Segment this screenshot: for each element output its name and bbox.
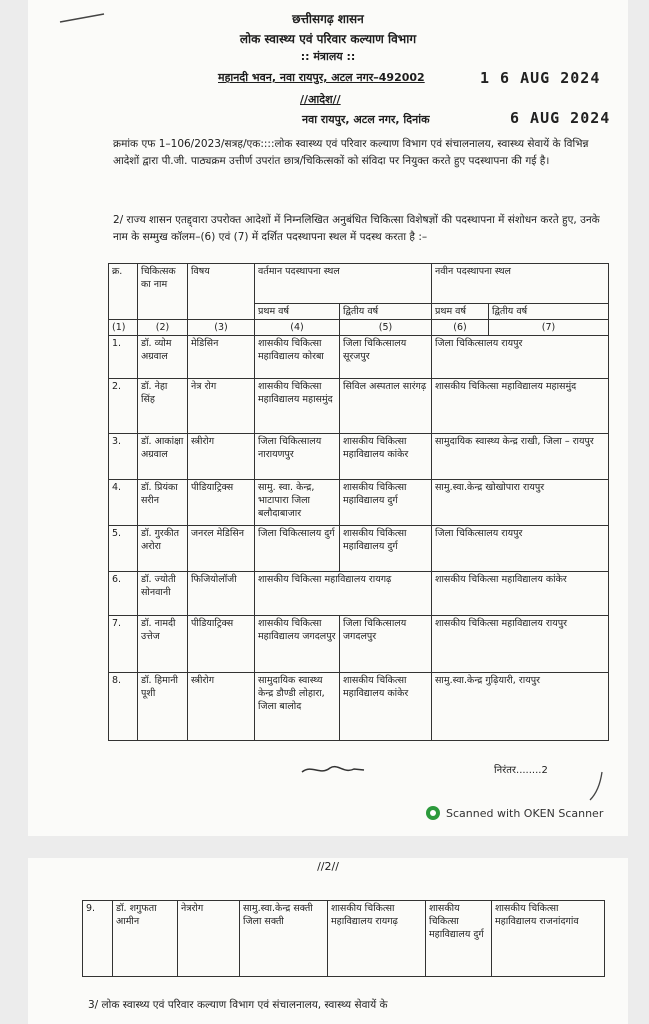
cell-sno: 6. <box>109 572 138 616</box>
header-current-posting: वर्तमान पदस्थापना स्थल <box>255 264 432 304</box>
header-year2b: द्वितीय वर्ष <box>489 304 609 320</box>
continued-note: निरंतर........2 <box>494 765 548 776</box>
tick-mark-icon <box>586 768 606 804</box>
order-paragraph-3: 3/ लोक स्वास्थ्य एवं परिवार कल्याण विभाग एवं संचालनालय, स्वास्थ्य सेवायें के <box>88 999 388 1011</box>
oken-logo-icon <box>426 806 440 820</box>
col-num: (3) <box>188 320 255 336</box>
scanner-text: Scanned with OKEN Scanner <box>446 806 604 820</box>
cell-sno: 5. <box>109 526 138 572</box>
cell-subject: जनरल मेडिसिन <box>188 526 255 572</box>
cell-sno: 2. <box>109 379 138 434</box>
signature-icon <box>298 760 368 780</box>
cell-year2: सिविल अस्पताल सारंगढ़ <box>340 379 432 434</box>
header-year1b: प्रथम वर्ष <box>432 304 489 320</box>
cell-name: डॉ. प्रियंका सरीन <box>138 480 188 526</box>
cell-name: डॉ. व्योम अग्रवाल <box>138 336 188 379</box>
address: महानदी भवन, नवा रायपुर, अटल नगर–492002 <box>218 71 425 84</box>
col-num: (5) <box>340 320 432 336</box>
column-number-row <box>109 320 609 336</box>
table-row <box>109 673 609 741</box>
dept-title: लोक स्वास्थ्य एवं परिवार कल्याण विभाग <box>239 32 417 46</box>
table-row <box>109 616 609 673</box>
document-page-2 <box>28 858 628 1024</box>
header-name: चिकित्सक का नाम <box>138 264 188 320</box>
date-stamp: 1 6 AUG 2024 <box>480 69 601 87</box>
table-row <box>109 336 609 379</box>
table-row <box>109 434 609 480</box>
cell-new-year1: शासकीय चिकित्सा महाविद्यालय दुर्ग <box>426 901 492 977</box>
cell-name: डॉ. नेहा सिंह <box>138 379 188 434</box>
header-sno: क्र. <box>109 264 138 320</box>
cell-year1: शासकीय चिकित्सा महाविद्यालय महासमुंद <box>255 379 340 434</box>
cell-new-posting: सामु.स्वा.केन्द्र खोखोपारा रायपुर <box>432 480 609 526</box>
table-row <box>83 901 605 977</box>
cell-sno: 9. <box>83 901 113 977</box>
cell-new-posting: शासकीय चिकित्सा महाविद्यालय महासमुंद <box>432 379 609 434</box>
cell-name: डॉ. ज्योती सोनवानी <box>138 572 188 616</box>
cell-year2: जिला चिकित्सालय जगदलपुर <box>340 616 432 673</box>
cell-name: डॉ. शगुफता आमीन <box>113 901 178 977</box>
header-year1: प्रथम वर्ष <box>255 304 340 320</box>
cell-subject: नेत्र रोग <box>188 379 255 434</box>
cell-new-posting: जिला चिकित्सालय रायपुर <box>432 526 609 572</box>
table-row <box>109 572 609 616</box>
cell-new-posting: शासकीय चिकित्सा महाविद्यालय रायपुर <box>432 616 609 673</box>
posting-table-continued <box>82 900 605 977</box>
cell-new-posting: शासकीय चिकित्सा महाविद्यालय कांकेर <box>432 572 609 616</box>
cell-year1: शासकीय चिकित्सा महाविद्यालय जगदलपुर <box>255 616 340 673</box>
cell-subject: फिजियोलॉजी <box>188 572 255 616</box>
cell-year1: जिला चिकित्सालय दुर्ग <box>255 526 340 572</box>
header-year2: द्वितीय वर्ष <box>340 304 432 320</box>
col-num: (7) <box>489 320 609 336</box>
cell-year2: जिला चिकित्सालय सूरजपुर <box>340 336 432 379</box>
cell-sno: 8. <box>109 673 138 741</box>
place-date: नवा रायपुर, अटल नगर, दिनांक <box>302 113 430 126</box>
cell-name: डॉ. गुरकीत अरोरा <box>138 526 188 572</box>
posting-table <box>108 263 609 741</box>
cell-year1: सामु. स्वा. केन्द्र, भाटापारा जिला बलौदाबाजार <box>255 480 340 526</box>
cell-new-posting: सामुदायिक स्वास्थ्य केन्द्र राखी, जिला – रायपुर <box>432 434 609 480</box>
cell-year2: शासकीय चिकित्सा महाविद्यालय कांकेर <box>340 434 432 480</box>
cell-new-year2: शासकीय चिकित्सा महाविद्यालय राजनांदगांव <box>492 901 605 977</box>
header-subject: विषय <box>188 264 255 320</box>
order-title: //आदेश// <box>300 93 341 106</box>
col-num: (1) <box>109 320 138 336</box>
scanner-watermark <box>426 806 603 820</box>
cell-new-posting: सामु.स्वा.केन्द्र गुढ़ियारी, रायपुर <box>432 673 609 741</box>
cell-year2: शासकीय चिकित्सा महाविद्यालय रायगढ़ <box>328 901 426 977</box>
table-row <box>109 379 609 434</box>
col-num: (4) <box>255 320 340 336</box>
cell-year2: शासकीय चिकित्सा महाविद्यालय कांकेर <box>340 673 432 741</box>
table-row <box>109 480 609 526</box>
cell-year1: जिला चिकित्सालय नारायणपुर <box>255 434 340 480</box>
cell-year1: सामुदायिक स्वास्थ्य केन्द्र डौण्डी लोहारा, जिला बालोद <box>255 673 340 741</box>
cell-year2: शासकीय चिकित्सा महाविद्यालय दुर्ग <box>340 526 432 572</box>
table-row <box>109 526 609 572</box>
govt-title: छत्तीसगढ़ शासन <box>292 12 364 26</box>
cell-new-posting: जिला चिकित्सालय रायपुर <box>432 336 609 379</box>
cell-name: डॉ. हिमानी पूशी <box>138 673 188 741</box>
document-page-1 <box>28 0 628 836</box>
cell-sno: 7. <box>109 616 138 673</box>
order-paragraph-1: क्रमांक एफ 1–106/2023/सत्रह/एक::::लोक स्वास्थ्य एवं परिवार कल्याण विभाग एवं संचालनालय, स्वास्थ्य सेवायें के विभिन्न आदेशों द्वारा पी.जी. पाठ्यक्रम उत्तीर्ण उपरांत छात्र/चिकित्सकों को संविदा पर नियुक्त करते हुए पदस्थापना की गई है। <box>113 138 589 167</box>
cell-sno: 4. <box>109 480 138 526</box>
cell-sno: 1. <box>109 336 138 379</box>
ministry-title: :: मंत्रालय :: <box>300 50 356 63</box>
cell-subject: पीडियाट्रिक्स <box>188 480 255 526</box>
page-number: //2// <box>317 860 339 873</box>
col-num: (6) <box>432 320 489 336</box>
cell-sno: 3. <box>109 434 138 480</box>
cell-name: डॉ. नामदी उत्तेज <box>138 616 188 673</box>
cell-subject: मेडिसिन <box>188 336 255 379</box>
cell-subject: पीडियाट्रिक्स <box>188 616 255 673</box>
cell-subject: स्त्रीरोग <box>188 434 255 480</box>
cell-name: डॉ. आकांक्षा अग्रवाल <box>138 434 188 480</box>
header-new-posting: नवीन पदस्थापना स्थल <box>432 264 609 304</box>
cell-year1: शासकीय चिकित्सा महाविद्यालय कोरबा <box>255 336 340 379</box>
date-stamp-2: 6 AUG 2024 <box>510 109 611 127</box>
order-paragraph-2: 2/ राज्य शासन एतद्द्वारा उपरोक्त आदेशों में निम्नलिखित अनुबंधित चिकित्सा विशेषज्ञों की पदस्थापना में संशोधन करते हुए, उनके नाम के सम्मुख कॉलम–(6) एवं (7) में दर्शित पदस्थापना स्थल में पदस्थ करता है :– <box>113 214 600 243</box>
cell-subject: स्त्रीरोग <box>188 673 255 741</box>
cell-year1: सामु.स्वा.केन्द्र सक्ती जिला सक्ती <box>240 901 328 977</box>
cell-subject: नेत्ररोग <box>178 901 240 977</box>
col-num: (2) <box>138 320 188 336</box>
cell-current-posting: शासकीय चिकित्सा महाविद्यालय रायगढ़ <box>255 572 432 616</box>
cell-year2: शासकीय चिकित्सा महाविद्यालय दुर्ग <box>340 480 432 526</box>
